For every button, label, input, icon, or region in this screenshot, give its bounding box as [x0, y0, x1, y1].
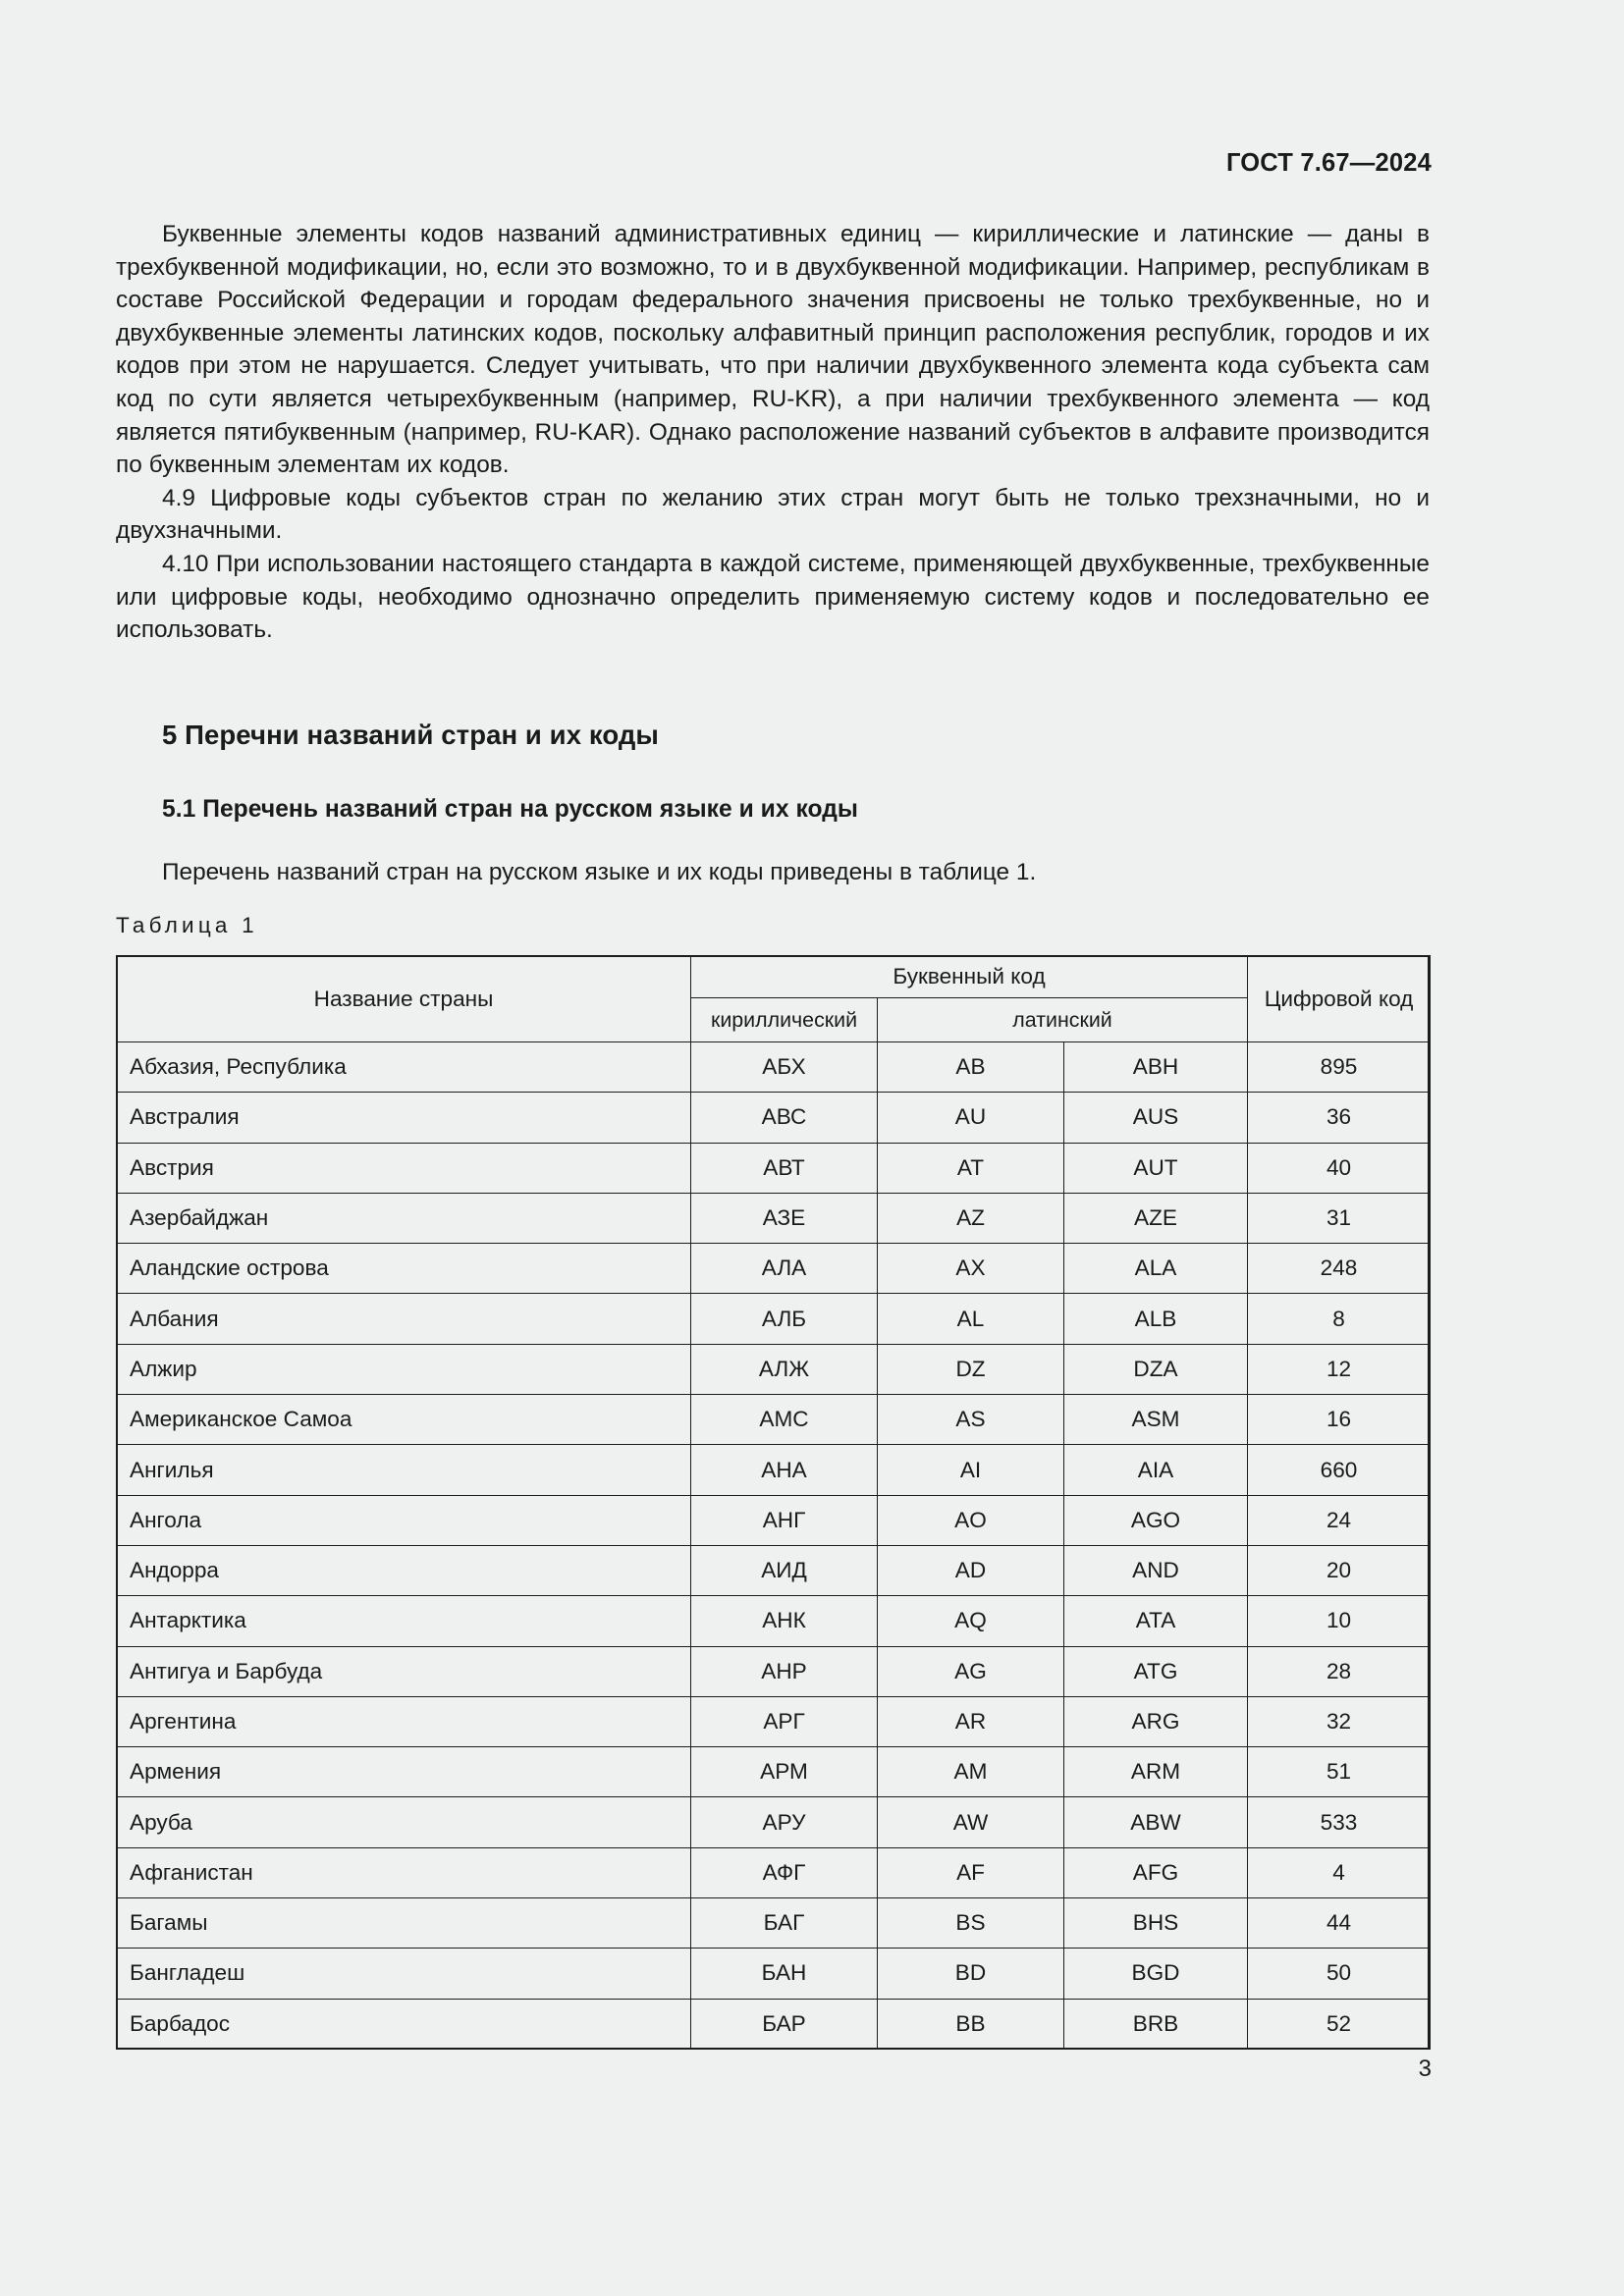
cell-latin-3-code: ALA	[1064, 1244, 1248, 1294]
body-text-block	[116, 218, 1430, 647]
cell-latin-3-code: BHS	[1064, 1898, 1248, 1949]
cell-cyrillic-code: АВТ	[691, 1143, 878, 1193]
cell-cyrillic-code: БАГ	[691, 1898, 878, 1949]
cell-country-name: Бангладеш	[117, 1949, 691, 1999]
cell-latin-3-code: AZE	[1064, 1193, 1248, 1243]
cell-numeric-code: 660	[1248, 1445, 1431, 1495]
section-5-heading: 5 Перечни названий стран и их коды	[162, 720, 659, 750]
cell-country-name: Ангола	[117, 1495, 691, 1545]
table-head	[117, 956, 1431, 1042]
table-row	[117, 1193, 1431, 1243]
table-row	[117, 1646, 1431, 1696]
cell-cyrillic-code: АРУ	[691, 1797, 878, 1847]
subsection-5-1-intro-text: Перечень названий стран на русском языке и их коды приведены в таблице 1.	[162, 859, 1037, 885]
cell-cyrillic-code: АЛА	[691, 1244, 878, 1294]
cell-numeric-code: 31	[1248, 1193, 1431, 1243]
cell-numeric-code: 51	[1248, 1747, 1431, 1797]
cell-cyrillic-code: БАР	[691, 1999, 878, 2049]
cell-latin-3-code: DZA	[1064, 1344, 1248, 1394]
table-row	[117, 1294, 1431, 1344]
cell-country-name: Азербайджан	[117, 1193, 691, 1243]
table-header-row-top	[117, 956, 1431, 998]
cell-cyrillic-code: АИД	[691, 1545, 878, 1595]
column-header-alphabetic-code: Буквенный код	[691, 956, 1248, 998]
cell-cyrillic-code: АЛБ	[691, 1294, 878, 1344]
cell-latin-2-code: AD	[878, 1545, 1064, 1595]
column-header-cyrillic: кириллический	[691, 998, 878, 1042]
cell-latin-3-code: AGO	[1064, 1495, 1248, 1545]
cell-numeric-code: 895	[1248, 1042, 1431, 1093]
cell-numeric-code: 8	[1248, 1294, 1431, 1344]
cell-numeric-code: 52	[1248, 1999, 1431, 2049]
cell-latin-2-code: AM	[878, 1747, 1064, 1797]
cell-latin-2-code: BD	[878, 1949, 1064, 1999]
cell-latin-2-code: DZ	[878, 1344, 1064, 1394]
cell-country-name: Албания	[117, 1294, 691, 1344]
cell-country-name: Афганистан	[117, 1847, 691, 1897]
paragraph-letter-code-elements: Буквенные элементы кодов названий административных единиц — кириллические и латинские — даны в трехбуквенной модификации, но, если это возможно, то и в двухбуквенной модификации. Например, республикам в составе Российской Федерации и городам федерального значения присвоены не только трехбуквенные, но и двухбуквенные элементы латинских кодов, поскольку алфавитный принцип расположения республик, городов и их кодов при этом не нарушается. Следует учитывать, что при наличии двухбуквенного элемента кода субъекта сам код по сути является четырехбуквенным (например, RU-KR), а при наличии трехбуквенного элемента — код является пятибуквенным (например, RU-KAR). Однако расположение названий субъектов в алфавите производится по буквенным элементам их кодов.	[116, 221, 1430, 479]
cell-country-name: Аландские острова	[117, 1244, 691, 1294]
cell-numeric-code: 24	[1248, 1495, 1431, 1545]
paragraph-clause-4-9: 4.9 Цифровые коды субъектов стран по желанию этих стран могут быть не только трехзначными, но и двухзначными.	[116, 484, 1430, 545]
cell-latin-3-code: ABH	[1064, 1042, 1248, 1093]
cell-country-name: Багамы	[117, 1898, 691, 1949]
cell-numeric-code: 36	[1248, 1093, 1431, 1143]
cell-latin-3-code: AND	[1064, 1545, 1248, 1595]
table-row	[117, 1495, 1431, 1545]
cell-latin-3-code: ALB	[1064, 1294, 1248, 1344]
cell-country-name: Абхазия, Республика	[117, 1042, 691, 1093]
cell-latin-2-code: AI	[878, 1445, 1064, 1495]
cell-latin-2-code: AS	[878, 1395, 1064, 1445]
cell-cyrillic-code: АФГ	[691, 1847, 878, 1897]
cell-latin-2-code: AZ	[878, 1193, 1064, 1243]
cell-latin-2-code: AB	[878, 1042, 1064, 1093]
table-body	[117, 1042, 1431, 2050]
country-codes-table	[116, 955, 1431, 2050]
cell-latin-2-code: AF	[878, 1847, 1064, 1897]
cell-country-name: Антарктика	[117, 1596, 691, 1646]
cell-numeric-code: 44	[1248, 1898, 1431, 1949]
cell-country-name: Антигуа и Барбуда	[117, 1646, 691, 1696]
cell-latin-2-code: AG	[878, 1646, 1064, 1696]
cell-latin-2-code: BS	[878, 1898, 1064, 1949]
cell-numeric-code: 40	[1248, 1143, 1431, 1193]
cell-cyrillic-code: БАН	[691, 1949, 878, 1999]
cell-country-name: Армения	[117, 1747, 691, 1797]
cell-latin-3-code: AIA	[1064, 1445, 1248, 1495]
table-row	[117, 1747, 1431, 1797]
cell-latin-3-code: AFG	[1064, 1847, 1248, 1897]
cell-cyrillic-code: АНА	[691, 1445, 878, 1495]
table-row	[117, 1596, 1431, 1646]
cell-cyrillic-code: АНК	[691, 1596, 878, 1646]
cell-country-name: Ангилья	[117, 1445, 691, 1495]
cell-cyrillic-code: АНГ	[691, 1495, 878, 1545]
running-head-standard-number: ГОСТ 7.67—2024	[1225, 149, 1432, 177]
cell-latin-2-code: AL	[878, 1294, 1064, 1344]
table-row	[117, 1949, 1431, 1999]
table-row	[117, 1042, 1431, 1093]
table-row	[117, 1999, 1431, 2049]
cell-cyrillic-code: АМС	[691, 1395, 878, 1445]
cell-latin-2-code: AX	[878, 1244, 1064, 1294]
cell-numeric-code: 248	[1248, 1244, 1431, 1294]
table-row	[117, 1344, 1431, 1394]
cell-latin-3-code: ATG	[1064, 1646, 1248, 1696]
cell-numeric-code: 10	[1248, 1596, 1431, 1646]
table-caption: Таблица 1	[116, 913, 258, 937]
table-row	[117, 1545, 1431, 1595]
cell-cyrillic-code: АБХ	[691, 1042, 878, 1093]
table-row	[117, 1143, 1431, 1193]
table-row	[117, 1244, 1431, 1294]
cell-latin-3-code: ABW	[1064, 1797, 1248, 1847]
column-header-country-name: Название страны	[117, 956, 691, 1042]
cell-numeric-code: 4	[1248, 1847, 1431, 1897]
cell-cyrillic-code: АНР	[691, 1646, 878, 1696]
cell-latin-3-code: AUS	[1064, 1093, 1248, 1143]
table-row	[117, 1847, 1431, 1897]
table-1-container	[116, 955, 1430, 2050]
cell-country-name: Аруба	[117, 1797, 691, 1847]
column-header-numeric-code: Цифровой код	[1248, 956, 1431, 1042]
cell-latin-3-code: ASM	[1064, 1395, 1248, 1445]
cell-country-name: Аргентина	[117, 1696, 691, 1746]
cell-numeric-code: 533	[1248, 1797, 1431, 1847]
cell-country-name: Алжир	[117, 1344, 691, 1394]
page-number: 3	[1418, 2056, 1432, 2082]
cell-latin-3-code: BRB	[1064, 1999, 1248, 2049]
cell-numeric-code: 32	[1248, 1696, 1431, 1746]
table-row	[117, 1093, 1431, 1143]
cell-latin-3-code: ATA	[1064, 1596, 1248, 1646]
cell-latin-2-code: AW	[878, 1797, 1064, 1847]
table-row	[117, 1898, 1431, 1949]
cell-country-name: Барбадос	[117, 1999, 691, 2049]
cell-latin-3-code: ARG	[1064, 1696, 1248, 1746]
cell-latin-3-code: AUT	[1064, 1143, 1248, 1193]
table-row	[117, 1696, 1431, 1746]
cell-numeric-code: 50	[1248, 1949, 1431, 1999]
cell-numeric-code: 12	[1248, 1344, 1431, 1394]
cell-cyrillic-code: АРМ	[691, 1747, 878, 1797]
cell-country-name: Австралия	[117, 1093, 691, 1143]
table-row	[117, 1445, 1431, 1495]
cell-latin-2-code: AO	[878, 1495, 1064, 1545]
cell-cyrillic-code: АЛЖ	[691, 1344, 878, 1394]
cell-numeric-code: 28	[1248, 1646, 1431, 1696]
table-row	[117, 1797, 1431, 1847]
subsection-5-1-heading: 5.1 Перечень названий стран на русском языке и их коды	[162, 796, 858, 823]
cell-numeric-code: 16	[1248, 1395, 1431, 1445]
cell-cyrillic-code: АРГ	[691, 1696, 878, 1746]
cell-latin-3-code: ARM	[1064, 1747, 1248, 1797]
table-row	[117, 1395, 1431, 1445]
cell-latin-3-code: BGD	[1064, 1949, 1248, 1999]
cell-country-name: Андорра	[117, 1545, 691, 1595]
cell-latin-2-code: AQ	[878, 1596, 1064, 1646]
cell-latin-2-code: AR	[878, 1696, 1064, 1746]
column-header-latin: латинский	[878, 998, 1248, 1042]
cell-country-name: Американское Самоа	[117, 1395, 691, 1445]
cell-latin-2-code: BB	[878, 1999, 1064, 2049]
cell-country-name: Австрия	[117, 1143, 691, 1193]
paragraph-clause-4-10: 4.10 При использовании настоящего стандарта в каждой системе, применяющей двухбуквенные, трехбуквенные или цифровые коды, необходимо однозначно определить применяемую систему кодов и последовательно ее использовать.	[116, 550, 1430, 644]
cell-latin-2-code: AU	[878, 1093, 1064, 1143]
cell-cyrillic-code: АВС	[691, 1093, 878, 1143]
cell-cyrillic-code: АЗЕ	[691, 1193, 878, 1243]
cell-latin-2-code: AT	[878, 1143, 1064, 1193]
cell-numeric-code: 20	[1248, 1545, 1431, 1595]
